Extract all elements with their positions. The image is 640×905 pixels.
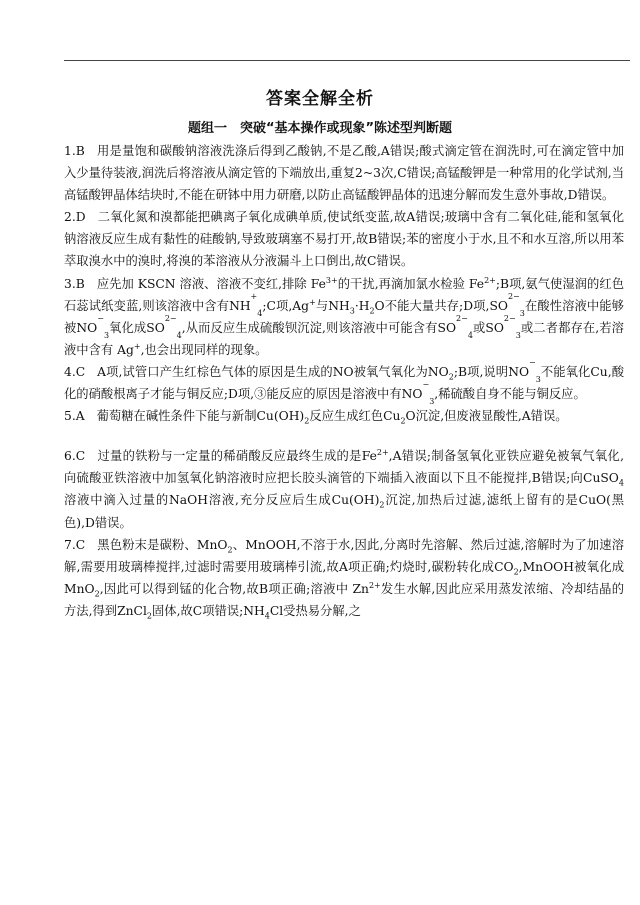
answer-number: 5.A — [64, 409, 85, 424]
nitrate-ion: $NO^-_3$ — [76, 313, 110, 341]
answer-text: 二氧化氮和溴都能把碘离子氧化成碘单质,使试纸变蓝,故A错误;玻璃中含有二氧化硅,能和氢氧化钠溶液反应生成有黏性的硅酸钠,导致玻璃塞不易打开,故B错误;苯的密度小于水,且不和水互溶,所以用苯萃取溴水中的溴时,将溴的苯溶液从分液漏斗上口倒出,故C错误。 — [64, 210, 624, 269]
charge: 3+ — [325, 275, 338, 285]
answer-text: 在酸性溶液中能够被 — [64, 298, 624, 335]
charge: 2+ — [376, 448, 389, 458]
nitrate-ion: $NO^-_3$ — [508, 357, 541, 385]
answer-text: 应先加 KSCN 溶液、溶液不变红,排除 Fe — [96, 276, 326, 291]
answer-3: 3.B 应先加 KSCN 溶液、溶液不变红,排除 $Fe^{3+}$的干扰,再滴加氯水检验 $Fe^{2+};B$项,氨气使湿润的红色石蕊试纸变蓝,则该溶液中含有$NH^+_4;C$项,Ag+与$NH_3\cdot H_2O$不能大量共存;D项$,SO^{2-}_3$在酸性溶液中能够被$NO^-_3$氧化成$SO^{2-}_4$,从而反应生成硫酸钡沉淀,则该溶液中可能含有$SO^{2-}_4$或$SO^{2-}_3$或二者都存在,若溶液中含有 Ag+,也会出现同样的现象。 — [64, 275, 624, 357]
answer-text: ,A错误;制备氢氧化亚铁应避免被氧气氧化,向硫酸亚铁溶液中加氢氧化钠溶液时应把长胶头滴管的下端插入液面以下且不能搅拌,B错误;向CuSO — [64, 449, 625, 486]
answer-6: 6.C 过量的铁粉与一定量的稀硝酸反应最终生成的是$Fe^{2+},A$错误;制备氢氧化亚铁应避免被氧气氧化,向硫酸亚铁溶液中加氢氧化钠溶液时应把长胶头滴管的下端插入液面以下且不能搅拌,B错误;向CuSO$_4$溶液中滴入过量的NaOH溶液,充分反应后生成$Cu(OH)_2$沉淀,加热后过滤,滤纸上留有的是CuO(黑色),D错误。 — [64, 448, 625, 530]
answer-number: 7.C — [64, 537, 86, 552]
answer-text: ,稀硫酸自身不能与铜反应。 — [434, 387, 586, 402]
answer-text: ,也会出现同样的现象。 — [140, 342, 268, 357]
answer-text: 黑色粉末是碳粉、MnO — [97, 537, 228, 552]
answer-1 — [64, 140, 624, 206]
answer-text: 与NH — [315, 298, 350, 313]
answer-number: 2.D — [64, 210, 86, 225]
answer-text: 不能氧化Cu,酸化的硝酸根离子才能与铜反应;D项,③能反应的原因是溶液中有 — [64, 364, 624, 402]
answer-text: Cl受热易分解,之 — [269, 603, 361, 618]
answer-text: A项,试管口产生红棕色气体的原因是生成的NO被氧气氧化为NO — [97, 364, 449, 379]
answer-text: O不能大量共存;D项, — [374, 298, 490, 313]
sulfate-ion: $SO^{2-}_4$ — [437, 313, 473, 341]
answer-text: 沉淀,加热后过滤,滤纸上留有的是CuO(黑色),D错误。 — [64, 493, 624, 530]
sulfate-ion: $SO^{2-}_4$ — [146, 313, 182, 341]
answer-number: 4.C — [64, 364, 86, 379]
charge: + — [309, 297, 316, 307]
answer-text: ;B项,说明 — [453, 364, 509, 379]
answer-text: 葡萄糖在碱性条件下能与新制Cu(OH) — [96, 409, 305, 424]
answer-text: ;C项,Ag — [262, 298, 310, 313]
answer-text: ;B项,氨气使湿润的红色石蕊试纸变蓝,则该溶液中含有 — [64, 276, 624, 313]
answer-text: 氧化成 — [109, 320, 147, 335]
answer-text: ,因此可以得到锰的化合物,故B项正确;溶液中 Zn — [99, 581, 369, 596]
answer-number: 3.B — [64, 276, 85, 291]
answer-text: 固体,故C项错误;NH — [152, 603, 265, 618]
answer-number: 1.B — [64, 144, 85, 158]
answer-number: 6.C — [64, 449, 86, 464]
section-subtitle: 题组一 突破“基本操作或现象”陈述型判断题 — [187, 121, 453, 136]
answer-4: 4.C A项,试管口产生红棕色气体的原因是生成的NO被氧气氧化为$NO_2;B$项,说明$NO^-_3$不能氧化Cu,酸化的硝酸根离子才能与铜反应;D项,③能反应的原因是溶液中有$NO^-_3$,稀硫酸自身不能与铜反应。 — [64, 357, 624, 407]
charge: + — [133, 341, 141, 351]
answer-text: 或二者都存在,若溶液中含有 Ag — [64, 320, 624, 357]
answer-text: 、MnOOH,不溶于水,因此,分离时先溶解、然后过滤,溶解时为了加速溶解,需要用玻璃棒搅拌,过滤时需要用玻璃棒引流,故A项正确;灼烧时,碳粉转化成CO — [64, 537, 624, 574]
answer-2 — [64, 206, 624, 272]
page-title: 答案全解全析 — [266, 89, 374, 109]
answer-7: 7.C 黑色粉末是碳粉、MnO$_2$、MnOOH,不溶于水,因此,分离时先溶解、然后过滤,溶解时为了加速溶解,需要用玻璃棒搅拌,过滤时需要用玻璃棒引流,故A项正确;灼烧时,碳粉转化成$CO_2,MnOOH$被氧化成MnO$_2$,因此可以得到锰的化合物,故B项正确;溶液中 $Zn^{2+}$发生水解,因此应采用蒸发浓缩、冷却结晶的方法,得到ZnCl$_2$固体,故C项错误$;NH_4Cl$受热易分解,之 — [64, 537, 624, 621]
answer-text: 反应生成红色Cu — [309, 409, 401, 424]
answer-text: 用是量饱和碳酸钠溶液洗涤后得到乙酸钠,不是乙酸,A错误;酸式滴定管在润洗时,可在滴定管中加入少量待装液,润洗后将溶液从滴定管的下端放出,重复2~3次,C错误;高锰酸钾是一种常用的化学试剂,当高锰酸钾晶体结块时,不能在研钵中用力研磨,以防止高锰酸钾晶体的迅速分解而发生意外事故,D错误。 — [64, 144, 624, 203]
answer-text: 溶液中滴入过量的NaOH溶液,充分反应后生成Cu(OH) — [64, 493, 380, 508]
nitrate-ion: $NO^-_3$ — [401, 379, 435, 407]
answer-text: ,MnOOH被氧化成MnO — [64, 559, 624, 596]
answer-text: ·H — [354, 298, 370, 313]
answer-text: 发生水解,因此应采用蒸发浓缩、冷却结晶的方法,得到ZnCl — [64, 581, 624, 618]
answer-text: 或 — [472, 320, 486, 335]
top-rule — [64, 60, 630, 61]
answer-list — [64, 140, 624, 622]
answer-text: 的干扰,再滴加氯水检验 Fe — [337, 276, 485, 291]
answer-5: 5.A 葡萄糖在碱性条件下能与新制$Cu(OH)_2$反应生成红色$Cu_2O$沉淀,但废液显酸性,A错误。 — [64, 409, 568, 426]
charge: 2+ — [484, 275, 496, 285]
sulfite-ion: $SO^{2-}_3$ — [489, 291, 525, 319]
answer-text: 过量的铁粉与一定量的稀硝酸反应最终生成的是Fe — [97, 449, 377, 464]
answer-text: ,从而反应生成硫酸钡沉淀,则该溶液中可能含有 — [181, 320, 438, 335]
ammonium-ion: $NH^+_4$ — [229, 291, 263, 319]
answer-text: O沉淀,但废液显酸性,A错误。 — [405, 409, 568, 424]
charge: 2+ — [368, 580, 381, 590]
sulfite-ion: $SO^{2-}_3$ — [485, 313, 521, 341]
